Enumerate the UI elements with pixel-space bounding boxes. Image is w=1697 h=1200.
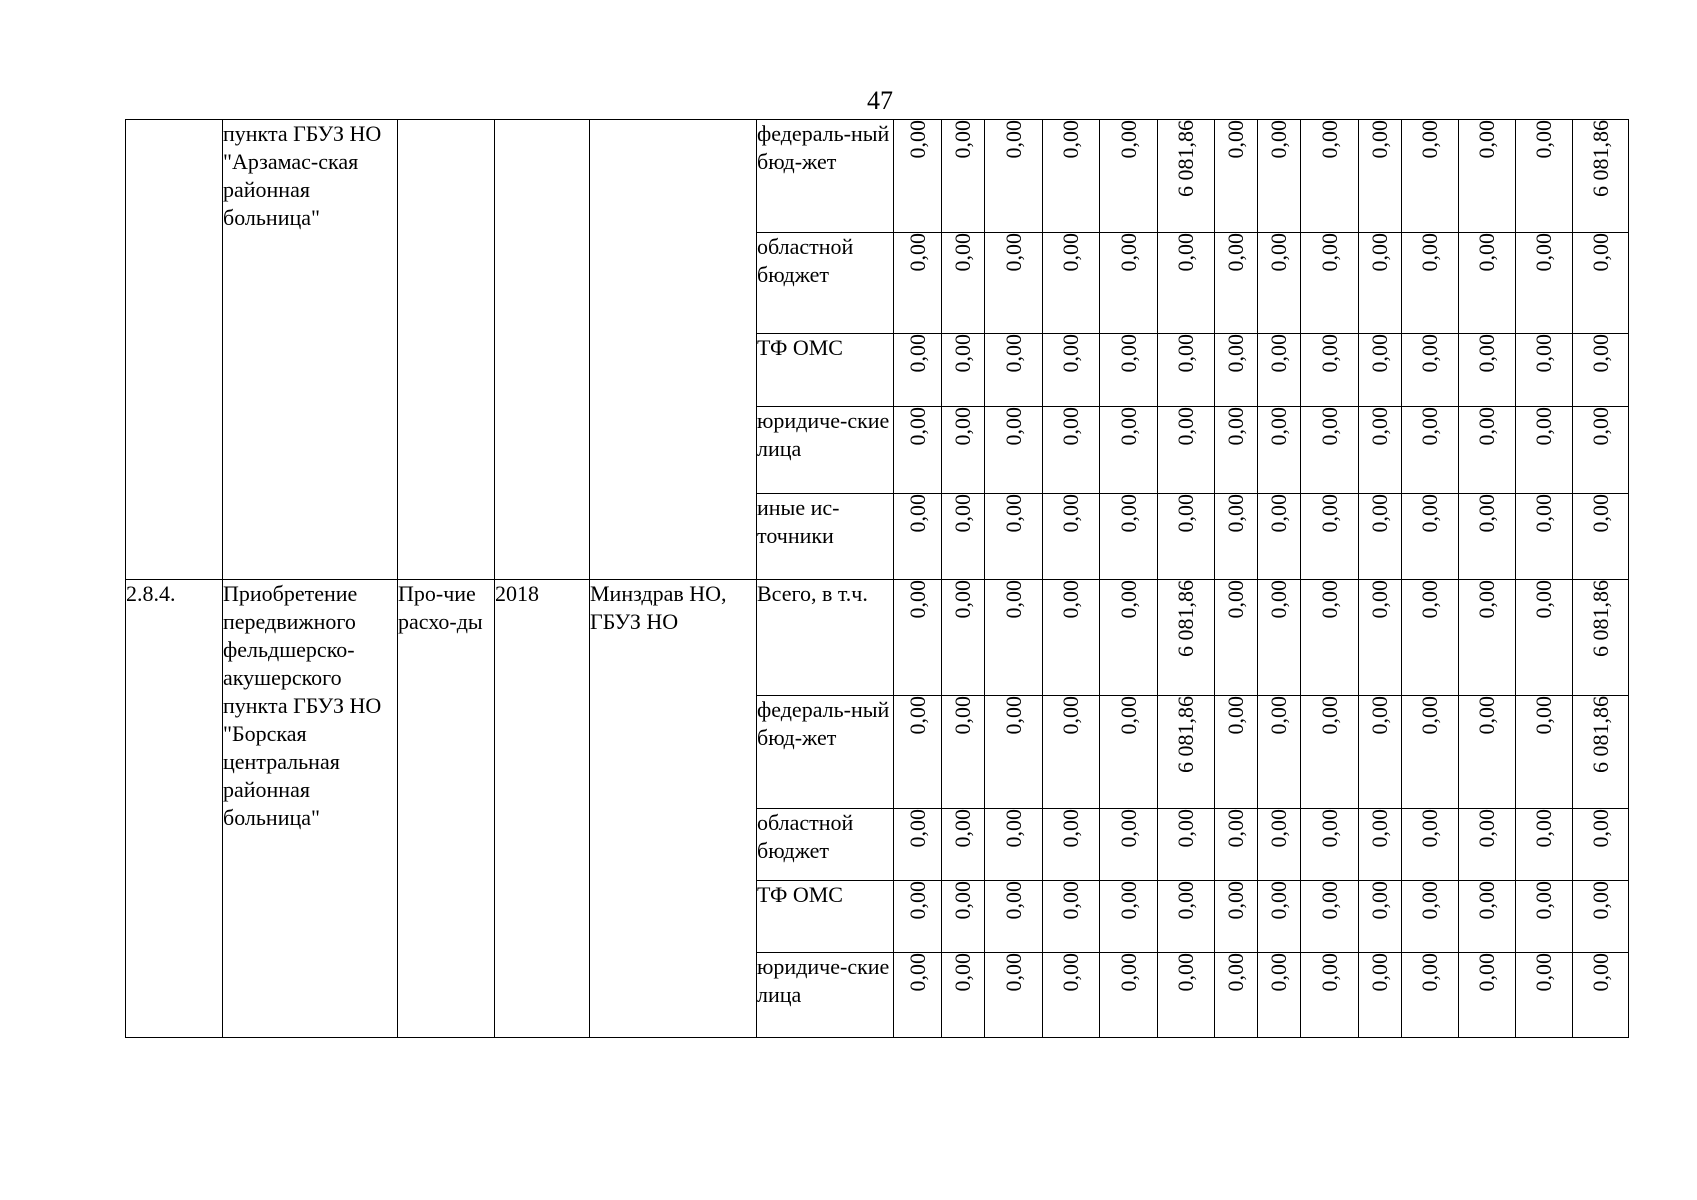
value-cell: 6 081,86 <box>1573 696 1629 809</box>
funding-source-cell: областной бюджет <box>757 809 894 881</box>
value-cell: 0,00 <box>1402 407 1459 494</box>
value-cell: 0,00 <box>1215 809 1258 881</box>
value-cell: 0,00 <box>894 953 942 1038</box>
value-cell: 0,00 <box>942 953 985 1038</box>
value-cell: 0,00 <box>894 881 942 953</box>
value-cell: 0,00 <box>1100 233 1158 334</box>
value-cell: 0,00 <box>1301 494 1359 580</box>
value-cell: 0,00 <box>942 809 985 881</box>
value-cell: 0,00 <box>1043 494 1100 580</box>
value-cell: 0,00 <box>1359 580 1402 696</box>
value-cell: 0,00 <box>1516 233 1573 334</box>
value-cell: 0,00 <box>1573 809 1629 881</box>
value-cell: 0,00 <box>894 233 942 334</box>
value-cell: 0,00 <box>1158 953 1215 1038</box>
value-cell: 0,00 <box>1301 407 1359 494</box>
value-cell: 0,00 <box>1100 809 1158 881</box>
value-cell: 0,00 <box>1100 881 1158 953</box>
value-cell: 0,00 <box>942 494 985 580</box>
value-cell: 0,00 <box>1459 334 1516 407</box>
value-cell: 0,00 <box>1359 494 1402 580</box>
value-cell: 0,00 <box>1258 334 1301 407</box>
value-cell: 0,00 <box>1402 334 1459 407</box>
value-cell: 0,00 <box>1459 120 1516 233</box>
measure-name-cell: Приобретение передвижного фельдшерско-акушерского пункта ГБУЗ НО "Борская центральная районная больница" <box>223 580 398 1038</box>
value-cell: 0,00 <box>1402 809 1459 881</box>
value-cell: 0,00 <box>1100 696 1158 809</box>
year-cell-empty <box>495 120 590 580</box>
executor-cell: Минздрав НО, ГБУЗ НО <box>590 580 757 1038</box>
value-cell: 0,00 <box>894 809 942 881</box>
value-cell: 0,00 <box>1158 881 1215 953</box>
measure-number-cell: 2.8.4. <box>126 580 223 1038</box>
funding-source-cell: ТФ ОМС <box>757 334 894 407</box>
value-cell: 0,00 <box>985 334 1043 407</box>
value-cell: 6 081,86 <box>1158 580 1215 696</box>
value-cell: 0,00 <box>1359 809 1402 881</box>
funding-source-cell: ТФ ОМС <box>757 881 894 953</box>
funding-source-cell: иные ис-точники <box>757 494 894 580</box>
table-row <box>126 120 1629 233</box>
value-cell: 0,00 <box>1043 809 1100 881</box>
value-cell: 0,00 <box>1215 120 1258 233</box>
value-cell: 0,00 <box>1215 334 1258 407</box>
value-cell: 0,00 <box>1516 120 1573 233</box>
value-cell: 0,00 <box>942 580 985 696</box>
executor-cell-empty <box>590 120 757 580</box>
value-cell: 0,00 <box>985 809 1043 881</box>
funding-source-cell: областной бюджет <box>757 233 894 334</box>
funding-source-cell: юридиче-ские лица <box>757 407 894 494</box>
measure-name-cell: пункта ГБУЗ НО "Арзамас-ская районная больница" <box>223 120 398 580</box>
value-cell: 0,00 <box>1573 494 1629 580</box>
value-cell: 0,00 <box>1516 696 1573 809</box>
value-cell: 0,00 <box>1459 407 1516 494</box>
value-cell: 0,00 <box>1301 809 1359 881</box>
value-cell: 0,00 <box>1100 334 1158 407</box>
value-cell: 0,00 <box>894 407 942 494</box>
value-cell: 0,00 <box>1459 881 1516 953</box>
value-cell: 0,00 <box>1573 407 1629 494</box>
value-cell: 0,00 <box>1359 953 1402 1038</box>
value-cell: 0,00 <box>1158 494 1215 580</box>
value-cell: 0,00 <box>1215 881 1258 953</box>
value-cell: 0,00 <box>942 881 985 953</box>
value-cell: 0,00 <box>1043 120 1100 233</box>
value-cell: 0,00 <box>985 120 1043 233</box>
value-cell: 0,00 <box>1301 334 1359 407</box>
value-cell: 0,00 <box>985 494 1043 580</box>
value-cell: 0,00 <box>985 696 1043 809</box>
value-cell: 6 081,86 <box>1158 120 1215 233</box>
value-cell: 0,00 <box>1573 334 1629 407</box>
table-row <box>126 580 1629 696</box>
funding-source-cell: федераль-ный бюд-жет <box>757 120 894 233</box>
value-cell: 0,00 <box>942 334 985 407</box>
value-cell: 0,00 <box>1258 809 1301 881</box>
value-cell: 0,00 <box>1459 696 1516 809</box>
value-cell: 0,00 <box>942 407 985 494</box>
value-cell: 0,00 <box>1301 233 1359 334</box>
value-cell: 0,00 <box>1258 233 1301 334</box>
value-cell: 0,00 <box>942 233 985 334</box>
value-cell: 0,00 <box>1359 881 1402 953</box>
value-cell: 0,00 <box>1516 580 1573 696</box>
value-cell: 0,00 <box>1215 233 1258 334</box>
value-cell: 6 081,86 <box>1573 120 1629 233</box>
value-cell: 0,00 <box>1258 696 1301 809</box>
value-cell: 0,00 <box>1301 696 1359 809</box>
value-cell: 6 081,86 <box>1158 696 1215 809</box>
value-cell: 0,00 <box>1043 881 1100 953</box>
value-cell: 0,00 <box>1402 120 1459 233</box>
value-cell: 0,00 <box>1516 809 1573 881</box>
funding-source-cell: федераль-ный бюд-жет <box>757 696 894 809</box>
value-cell: 0,00 <box>1158 407 1215 494</box>
value-cell: 6 081,86 <box>1573 580 1629 696</box>
value-cell: 0,00 <box>985 881 1043 953</box>
value-cell: 0,00 <box>1043 580 1100 696</box>
value-cell: 0,00 <box>1359 120 1402 233</box>
value-cell: 0,00 <box>1100 580 1158 696</box>
value-cell: 0,00 <box>1402 881 1459 953</box>
value-cell: 0,00 <box>1573 233 1629 334</box>
expense-type-cell-empty <box>398 120 495 580</box>
value-cell: 0,00 <box>1359 696 1402 809</box>
value-cell: 0,00 <box>1215 407 1258 494</box>
value-cell: 0,00 <box>1516 407 1573 494</box>
value-cell: 0,00 <box>1301 953 1359 1038</box>
value-cell: 0,00 <box>1301 881 1359 953</box>
value-cell: 0,00 <box>1158 809 1215 881</box>
value-cell: 0,00 <box>1359 407 1402 494</box>
value-cell: 0,00 <box>1258 407 1301 494</box>
value-cell: 0,00 <box>1100 120 1158 233</box>
value-cell: 0,00 <box>1215 696 1258 809</box>
value-cell: 0,00 <box>1573 881 1629 953</box>
value-cell: 0,00 <box>985 233 1043 334</box>
value-cell: 0,00 <box>1402 580 1459 696</box>
value-cell: 0,00 <box>1402 494 1459 580</box>
value-cell: 0,00 <box>1100 407 1158 494</box>
value-cell: 0,00 <box>1100 494 1158 580</box>
value-cell: 0,00 <box>1301 580 1359 696</box>
expense-type-cell: Про-чие расхо-ды <box>398 580 495 1038</box>
value-cell: 0,00 <box>1158 334 1215 407</box>
value-cell: 0,00 <box>1459 809 1516 881</box>
value-cell: 0,00 <box>1459 580 1516 696</box>
value-cell: 0,00 <box>1516 334 1573 407</box>
page-number: 47 <box>867 86 893 115</box>
value-cell: 0,00 <box>1516 494 1573 580</box>
value-cell: 0,00 <box>1258 953 1301 1038</box>
value-cell: 0,00 <box>1402 233 1459 334</box>
value-cell: 0,00 <box>985 580 1043 696</box>
value-cell: 0,00 <box>1158 233 1215 334</box>
number-cell-empty <box>126 120 223 580</box>
value-cell: 0,00 <box>985 407 1043 494</box>
value-cell: 0,00 <box>1258 494 1301 580</box>
year-cell: 2018 <box>495 580 590 1038</box>
value-cell: 0,00 <box>985 953 1043 1038</box>
value-cell: 0,00 <box>1043 953 1100 1038</box>
value-cell: 0,00 <box>1043 233 1100 334</box>
value-cell: 0,00 <box>894 334 942 407</box>
value-cell: 0,00 <box>1215 953 1258 1038</box>
value-cell: 0,00 <box>1359 233 1402 334</box>
value-cell: 0,00 <box>1043 407 1100 494</box>
value-cell: 0,00 <box>1215 580 1258 696</box>
value-cell: 0,00 <box>1043 696 1100 809</box>
budget-table <box>125 119 1629 1038</box>
value-cell: 0,00 <box>1516 953 1573 1038</box>
value-cell: 0,00 <box>1301 120 1359 233</box>
value-cell: 0,00 <box>894 494 942 580</box>
value-cell: 0,00 <box>1459 953 1516 1038</box>
value-cell: 0,00 <box>1402 953 1459 1038</box>
value-cell: 0,00 <box>1258 120 1301 233</box>
value-cell: 0,00 <box>1573 953 1629 1038</box>
value-cell: 0,00 <box>1258 580 1301 696</box>
value-cell: 0,00 <box>894 580 942 696</box>
value-cell: 0,00 <box>942 120 985 233</box>
funding-source-cell: юридиче-ские лица <box>757 953 894 1038</box>
value-cell: 0,00 <box>1459 494 1516 580</box>
value-cell: 0,00 <box>1359 334 1402 407</box>
value-cell: 0,00 <box>894 120 942 233</box>
funding-source-cell: Всего, в т.ч. <box>757 580 894 696</box>
value-cell: 0,00 <box>1100 953 1158 1038</box>
value-cell: 0,00 <box>1402 696 1459 809</box>
value-cell: 0,00 <box>1516 881 1573 953</box>
value-cell: 0,00 <box>1215 494 1258 580</box>
value-cell: 0,00 <box>942 696 985 809</box>
value-cell: 0,00 <box>1459 233 1516 334</box>
value-cell: 0,00 <box>894 696 942 809</box>
value-cell: 0,00 <box>1258 881 1301 953</box>
value-cell: 0,00 <box>1043 334 1100 407</box>
